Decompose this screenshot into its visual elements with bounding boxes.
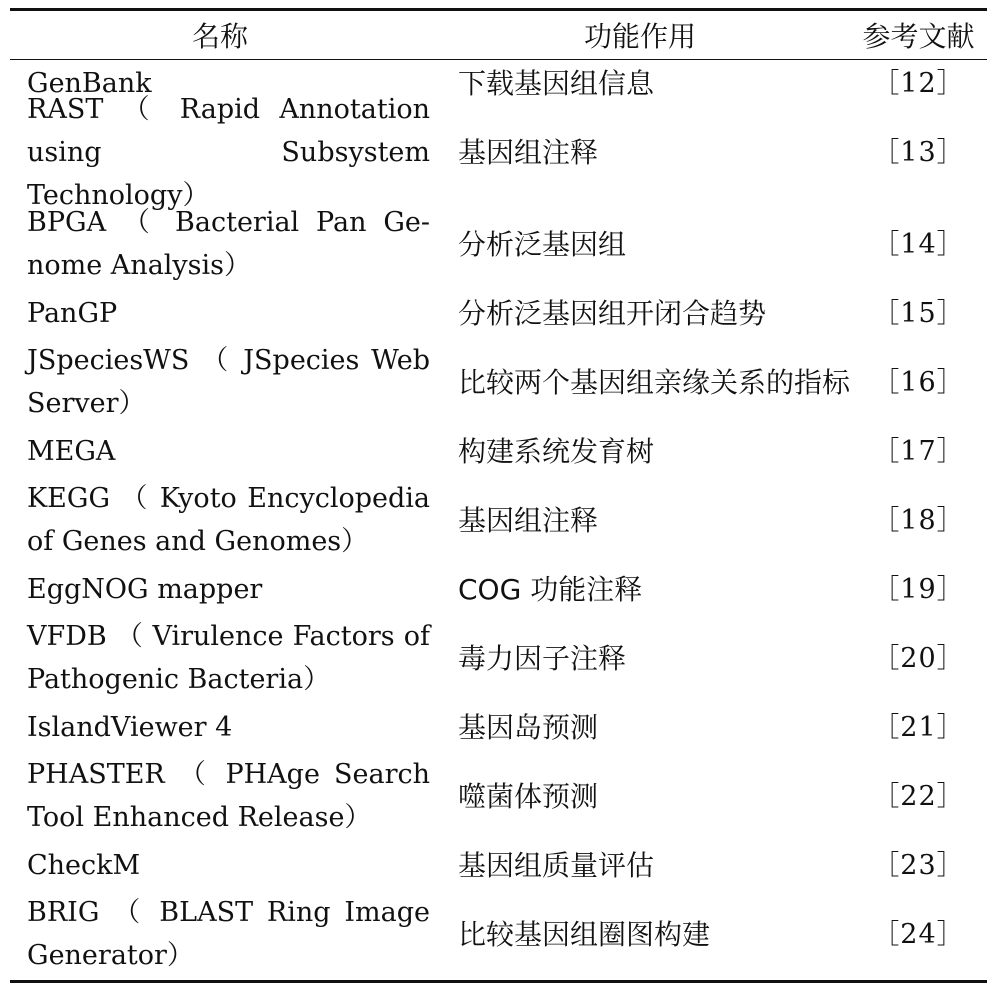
tool-function: 比较基因组圈图构建 [458, 917, 711, 951]
table-row [10, 428, 987, 474]
tool-name: VFDB （ Virulence Factors of Pathogenic Bacteria） [27, 621, 430, 695]
table-body [10, 60, 987, 980]
table-row [10, 93, 987, 211]
table-row [10, 888, 987, 980]
tool-function: 噬菌体预测 [458, 779, 599, 813]
tool-name: BRIG （ BLAST Ring Image Generator） [27, 897, 430, 971]
table-row [10, 474, 987, 566]
tool-function: 基因组质量评估 [458, 848, 655, 882]
tool-function: 分析泛基因组开闭合趋势 [458, 296, 767, 330]
tool-reference: ［17］ [872, 435, 965, 467]
tool-function: 基因组注释 [458, 135, 599, 169]
tool-name: BPGA （ Bacterial Pan Ge-nome Analysis） [27, 207, 430, 281]
tool-function: 基因组注释 [458, 503, 599, 537]
tool-reference: ［13］ [872, 136, 965, 168]
tool-name: GenBank [27, 67, 152, 99]
tool-reference: ［12］ [872, 67, 965, 99]
header-name: 名称 [191, 20, 248, 53]
tool-function: 毒力因子注释 [458, 641, 627, 675]
tool-function: 下载基因组信息 [458, 66, 655, 100]
tool-name: MEGA [27, 435, 116, 467]
tool-name: EggNOG mapper [27, 573, 263, 605]
tool-reference: ［15］ [872, 297, 965, 329]
table-row [10, 290, 987, 336]
tool-name: JSpeciesWS （ JSpecies Web Server） [27, 345, 430, 419]
table-row [10, 198, 987, 290]
tool-function: 分析泛基因组 [458, 227, 627, 261]
tool-reference: ［20］ [872, 642, 965, 674]
tools-table [10, 8, 987, 983]
tool-name: CheckM [27, 849, 141, 881]
tool-reference: ［24］ [872, 918, 965, 950]
tool-reference: ［16］ [872, 366, 965, 398]
tool-reference: ［23］ [872, 849, 965, 881]
tool-reference: ［14］ [872, 228, 965, 260]
tool-reference: ［22］ [872, 780, 965, 812]
tool-name: PanGP [27, 297, 118, 329]
table-row [10, 704, 987, 750]
header-reference: 参考文献 [862, 20, 975, 53]
tool-reference: ［21］ [872, 711, 965, 743]
table-row [10, 842, 987, 888]
tool-reference: ［19］ [872, 573, 965, 605]
tool-function: 基因岛预测 [458, 710, 599, 744]
table-row [10, 566, 987, 612]
table-row [10, 336, 987, 428]
tool-function: 比较两个基因组亲缘关系的指标 [458, 365, 851, 399]
tool-reference: ［18］ [872, 504, 965, 536]
table-header [10, 11, 987, 60]
tool-function: COG 功能注释 [458, 572, 643, 606]
table-row [10, 612, 987, 704]
tool-name: KEGG （ Kyoto Encyclopedia of Genes and Genomes） [27, 483, 430, 557]
header-function: 功能作用 [583, 20, 696, 53]
table-row [10, 750, 987, 842]
tool-name: RAST （ Rapid Annotation using Subsystem Technology） [27, 93, 430, 211]
tool-name: IslandViewer 4 [27, 711, 233, 743]
tool-function: 构建系统发育树 [458, 434, 655, 468]
tool-name: PHASTER （ PHAge Search Tool Enhanced Release） [27, 759, 430, 833]
